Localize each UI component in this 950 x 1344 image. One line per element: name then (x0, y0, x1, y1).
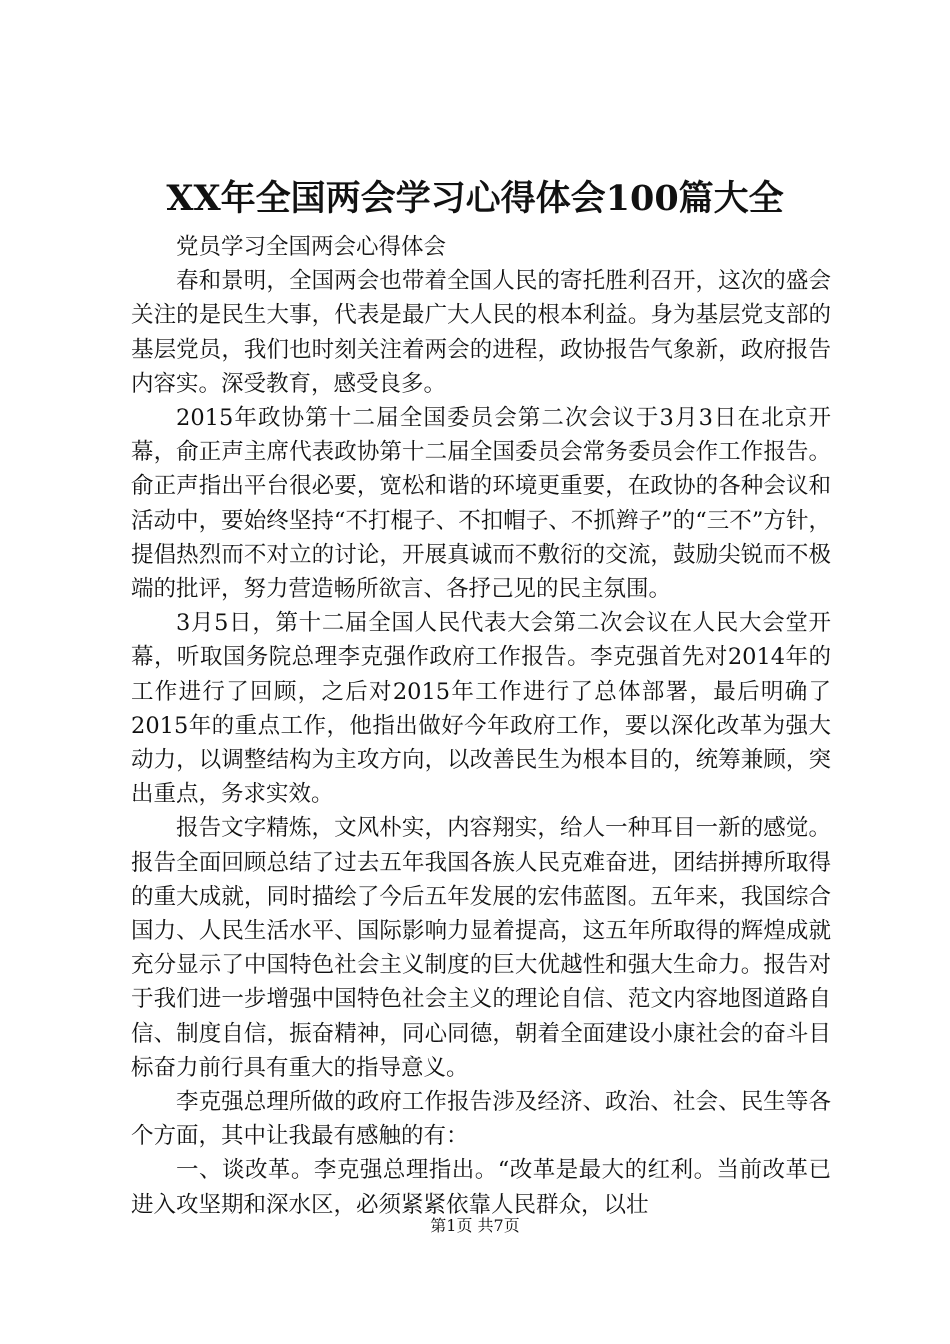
paragraph: 一、谈改革。李克强总理指出。“改革是最大的红利。当前改革已进入攻坚期和深水区，必须紧紧依靠人民群众，以壮 (131, 1157, 831, 1218)
paragraph: 2015年政协第十二届全国委员会第二次会议于3月3日在北京开幕，俞正声主席代表政协第十二届全国委员会常务委员会作工作报告。俞正声指出平台很必要，宽松和谐的环境更重要，在政协的各种会议和活动中，要始终坚持“不打棍子、不扣帽子、不抓辫子”的“三不”方针，提倡热烈而不对立的讨论，开展真诚而不敷衍的交流，鼓励尖锐而不极端的批评，努力营造畅所欲言、各抒己见的民主氛围。 (131, 405, 831, 603)
section-subtitle: 党员学习全国两会心得体会 (176, 234, 447, 260)
paragraph: 3月5日，第十二届全国人民代表大会第二次会议在人民大会堂开幕，听取国务院总理李克强作政府工作报告。李克强首先对2014年的工作进行了回顾，之后对2015年工作进行了总体部署，最后明确了2015年的重点工作，他指出做好今年政府工作，要以深化改革为强大动力，以调整结构为主攻方向，以改善民生为根本目的，统筹兼顾，突出重点，务求实效。 (131, 610, 831, 808)
paragraph: 李克强总理所做的政府工作报告涉及经济、政治、社会、民生等各个方面，其中让我最有感触的有： (131, 1089, 831, 1150)
document-body (131, 230, 831, 1222)
document-title: XX年全国两会学习心得体会100篇大全 (166, 178, 784, 219)
paragraph: 报告文字精炼，文风朴实，内容翔实，给人一种耳目一新的感觉。报告全面回顾总结了过去五年我国各族人民克难奋进，团结拼搏所取得的重大成就，同时描绘了今后五年发展的宏伟蓝图。五年来，我国综合国力、人民生活水平、国际影响力显着提高，这五年所取得的辉煌成就充分显示了中国特色社会主义制度的巨大优越性和强大生命力。报告对于我们进一步增强中国特色社会主义的理论自信、范文内容地图道路自信、制度自信，振奋精神，同心同德，朝着全面建设小康社会的奋斗目标奋力前行具有重大的指导意义。 (131, 815, 831, 1081)
page-number-footer: 第1页 共7页 (430, 1216, 520, 1235)
paragraph: 春和景明，全国两会也带着全国人民的寄托胜利召开，这次的盛会关注的是民生大事，代表是最广大人民的根本利益。身为基层党支部的基层党员，我们也时刻关注着两会的进程，政协报告气象新，政府报告内容实。深受教育，感受良多。 (131, 268, 831, 397)
